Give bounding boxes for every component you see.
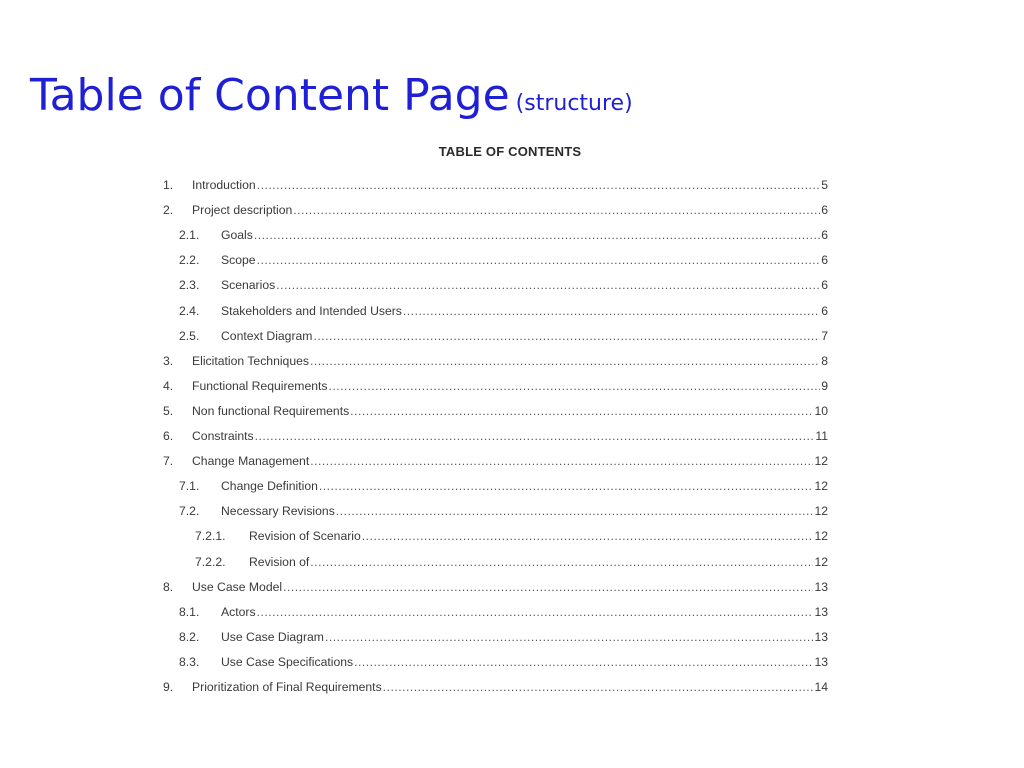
toc-dot-leader: [310, 352, 820, 370]
toc-dot-leader: [293, 201, 820, 219]
toc-dot-leader: [329, 377, 821, 395]
toc-entry-line: [221, 251, 828, 269]
toc-entry-page: 13: [814, 654, 828, 669]
toc-entry-number: 7.1.: [179, 479, 200, 494]
toc-dot-leader: [257, 251, 821, 269]
toc-entry-page: 7: [821, 328, 828, 343]
toc-entry-label: Actors: [221, 604, 256, 619]
toc-entry-page: 13: [814, 604, 828, 619]
toc-entry: [160, 477, 828, 495]
toc-entry-label: Project description: [192, 203, 293, 218]
toc-entry-label: Revision of: [249, 554, 310, 569]
toc-entry-label: Non functional Requirements: [192, 403, 350, 418]
toc-entry-page: 8: [821, 353, 828, 368]
toc-dot-leader: [383, 678, 814, 696]
toc-entry-page: 12: [814, 454, 828, 469]
toc-entry-line: [192, 201, 828, 219]
toc-entry: [160, 201, 828, 219]
toc-entry-page: 14: [814, 680, 828, 694]
toc-entry: [160, 553, 828, 571]
toc-entry-page: 5: [821, 178, 828, 192]
toc-entry-label: Use Case Diagram: [221, 629, 324, 644]
toc-entry: [160, 377, 828, 395]
toc-dot-leader: [313, 327, 820, 345]
toc-entry: [160, 527, 828, 545]
toc-entry-page: 10: [814, 403, 828, 418]
toc-entry-number: 7.2.2.: [195, 554, 226, 569]
toc-entry-page: 11: [815, 429, 828, 443]
toc-entry: [160, 502, 828, 520]
toc-entry-line: [221, 327, 828, 345]
toc-entry-line: [249, 527, 828, 545]
toc-entry: [160, 302, 828, 320]
table-of-contents-image: [160, 140, 832, 700]
toc-entry: [160, 176, 828, 194]
toc-dot-leader: [354, 653, 813, 671]
toc-entry: [160, 276, 828, 294]
toc-entry-label: Use Case Model: [192, 579, 283, 594]
toc-entry-page: 6: [821, 303, 828, 318]
toc-dot-leader: [319, 477, 814, 495]
toc-entry-label: Necessary Revisions: [221, 504, 335, 519]
toc-entry-label: Context Diagram: [221, 328, 313, 343]
toc-dot-leader: [310, 452, 813, 470]
toc-heading: TABLE OF CONTENTS: [438, 144, 582, 159]
toc-entry-line: [221, 226, 828, 244]
toc-entry-number: 7.: [163, 454, 174, 469]
toc-entry-page: 13: [814, 579, 828, 594]
toc-entry-label: Stakeholders and Intended Users: [221, 303, 402, 318]
toc-entry-page: 12: [814, 554, 828, 569]
toc-entry-line: [192, 352, 828, 370]
toc-entry-number: 1.: [163, 178, 174, 192]
toc-entry-number: 2.4.: [179, 303, 200, 318]
toc-entry: [160, 327, 828, 345]
toc-entry-line: [192, 427, 828, 445]
toc-entry-line: [221, 502, 828, 520]
toc-entry: [160, 603, 828, 621]
toc-entry-page: 6: [821, 203, 828, 218]
toc-entry-line: [192, 678, 828, 696]
toc-entry-label: Revision of Scenario: [249, 529, 361, 544]
toc-entry-line: [221, 276, 828, 294]
toc-entry-page: 6: [821, 228, 828, 243]
toc-entry-label: Elicitation Techniques: [192, 353, 309, 368]
toc-entry-number: 2.: [163, 203, 174, 218]
toc-entry-number: 7.2.: [179, 504, 200, 519]
toc-entry-label: Use Case Specifications: [221, 654, 354, 669]
toc-entry-label: Functional Requirements: [192, 378, 328, 393]
slide-subtitle: (structure): [515, 91, 633, 116]
toc-dot-leader: [362, 527, 814, 545]
toc-entry-number: 2.3.: [179, 278, 200, 293]
toc-entry: [160, 427, 828, 445]
toc-entry-number: 2.1.: [179, 228, 200, 243]
toc-entry-page: 6: [821, 278, 828, 293]
toc-entry-label: Prioritization of Final Requirements: [192, 680, 382, 694]
toc-entry-number: 8.3.: [179, 654, 200, 669]
toc-entry-line: [192, 377, 828, 395]
toc-entry-page: 6: [821, 253, 828, 268]
toc-entry-page: 12: [814, 479, 828, 494]
toc-entry: [160, 653, 828, 671]
toc-dot-leader: [255, 427, 815, 445]
toc-entry-line: [192, 402, 828, 420]
toc-entry-line: [221, 628, 828, 646]
toc-entry: [160, 226, 828, 244]
toc-entry-number: 9.: [163, 680, 174, 694]
toc-entry: [160, 402, 828, 420]
toc-entry-line: [221, 653, 828, 671]
toc-dot-leader: [257, 603, 814, 621]
toc-dot-leader: [403, 302, 820, 320]
slide-title-text: Table of Content Page: [30, 70, 510, 121]
toc-dot-leader: [336, 502, 814, 520]
toc-entry-page: 12: [814, 529, 828, 544]
toc-entry-label: Scope: [221, 253, 256, 268]
toc-dot-leader: [283, 578, 813, 596]
toc-entry-number: 8.: [163, 579, 174, 594]
toc-entry: [160, 578, 828, 596]
toc-entry-line: [221, 302, 828, 320]
toc-entry-line: [221, 603, 828, 621]
toc-dot-leader: [310, 553, 813, 571]
toc-entry-number: 4.: [163, 378, 174, 393]
toc-entry-page: 13: [814, 629, 828, 644]
toc-dot-leader: [276, 276, 820, 294]
toc-entry: [160, 678, 828, 696]
toc-entry-number: 8.1.: [179, 604, 200, 619]
toc-dot-leader: [325, 628, 813, 646]
toc-entry-label: Change Management: [192, 454, 310, 469]
toc-entry: [160, 251, 828, 269]
toc-entry-page: 12: [814, 504, 828, 519]
toc-entry-line: [249, 553, 828, 571]
toc-entry-label: Change Definition: [221, 479, 318, 494]
toc-dot-leader: [257, 176, 821, 194]
toc-entry: [160, 452, 828, 470]
toc-entry-line: [192, 578, 828, 596]
toc-entry-number: 7.2.1.: [195, 529, 226, 544]
toc-entry-label: Scenarios: [221, 278, 276, 293]
toc-entry-page: 9: [821, 378, 828, 393]
toc-entry-number: 2.5.: [179, 328, 200, 343]
toc-entry-line: [192, 176, 828, 194]
toc-entry-number: 6.: [163, 429, 174, 443]
toc-dot-leader: [254, 226, 820, 244]
toc-entry-number: 5.: [163, 403, 174, 418]
toc-entry-label: Introduction: [192, 178, 256, 192]
toc-entry-number: 8.2.: [179, 629, 200, 644]
toc-entry-label: Goals: [221, 228, 253, 243]
toc-entry-number: 2.2.: [179, 253, 200, 268]
toc-entry-number: 3.: [163, 353, 174, 368]
toc-entry-line: [221, 477, 828, 495]
slide-title: [30, 70, 633, 121]
toc-dot-leader: [350, 402, 813, 420]
toc-entry-label: Constraints: [192, 429, 254, 443]
toc-entry: [160, 352, 828, 370]
toc-entry: [160, 628, 828, 646]
toc-entry-line: [192, 452, 828, 470]
